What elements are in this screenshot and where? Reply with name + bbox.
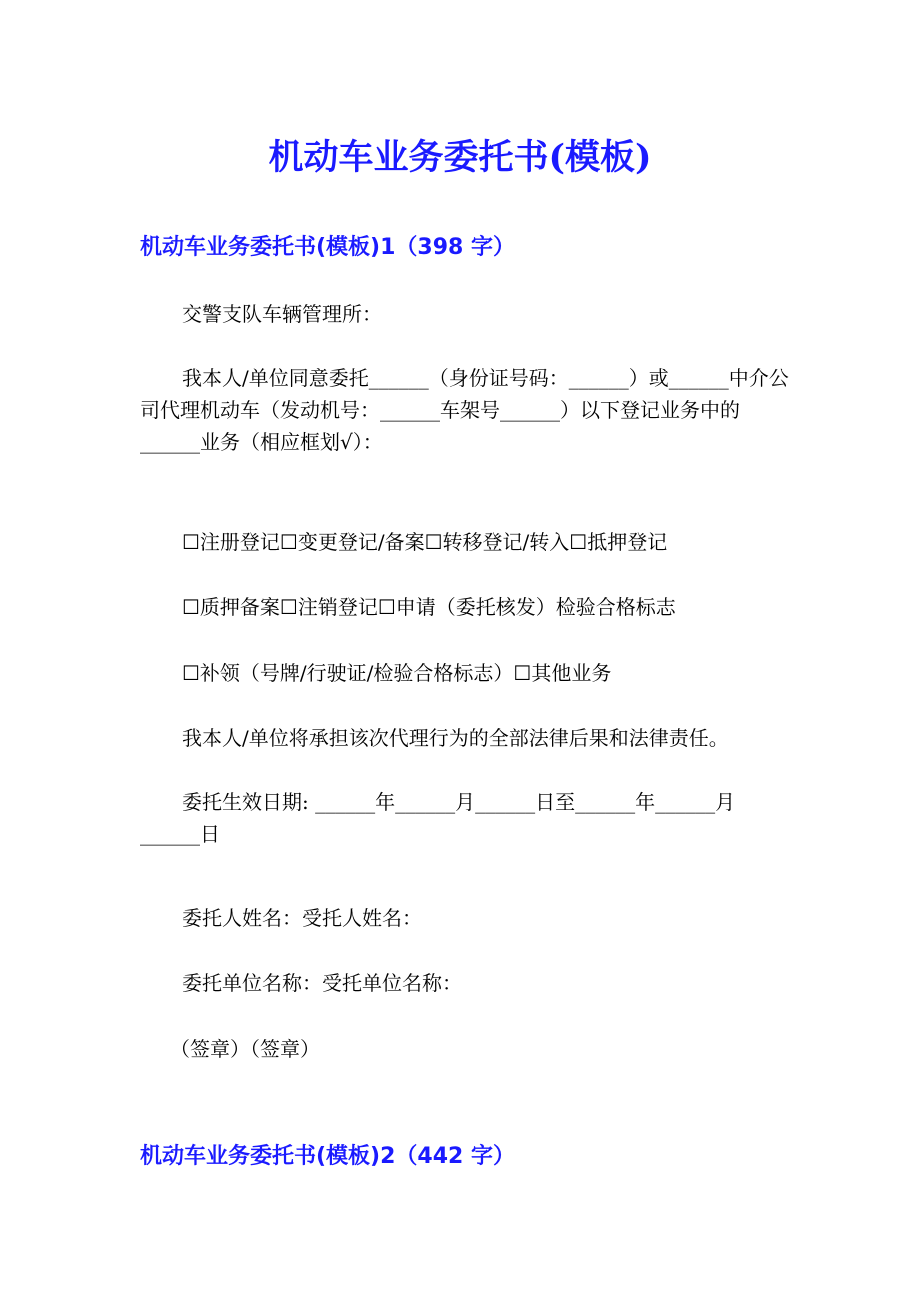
paragraph-options-3: ☐补领（号牌/行驶证/检验合格标志）☐其他业务 (182, 661, 612, 685)
document-title: 机动车业务委托书(模板) (268, 137, 652, 178)
paragraph-names: 委托人姓名：受托人姓名： (182, 906, 422, 930)
paragraph-entrustment: 我本人/单位同意委托______（身份证号码：______）或______中介公司代理机动车（发动机号：______车架号______）以下登记业务中的______业务（相应框划√）： (140, 366, 789, 454)
paragraph-seal: （签章）（签章） (170, 1037, 320, 1061)
section-heading-1: 机动车业务委托书(模板)1（398 字） (140, 235, 516, 260)
paragraph-addressee: 交警支队车辆管理所： (182, 302, 382, 326)
paragraph-units: 委托单位名称：受托单位名称： (182, 971, 462, 995)
paragraph-liability: 我本人/单位将承担该次代理行为的全部法律后果和法律责任。 (182, 726, 729, 750)
paragraph-effective-date: 委托生效日期: ______年______月______日至______年______月______日 (140, 790, 736, 846)
paragraph-options-1: ☐注册登记☐变更登记/备案☐转移登记/转入☐抵押登记 (182, 530, 668, 554)
paragraph-options-2: ☐质押备案☐注销登记☐申请（委托核发）检验合格标志 (182, 595, 676, 619)
section-heading-2: 机动车业务委托书(模板)2（442 字） (140, 1144, 516, 1169)
